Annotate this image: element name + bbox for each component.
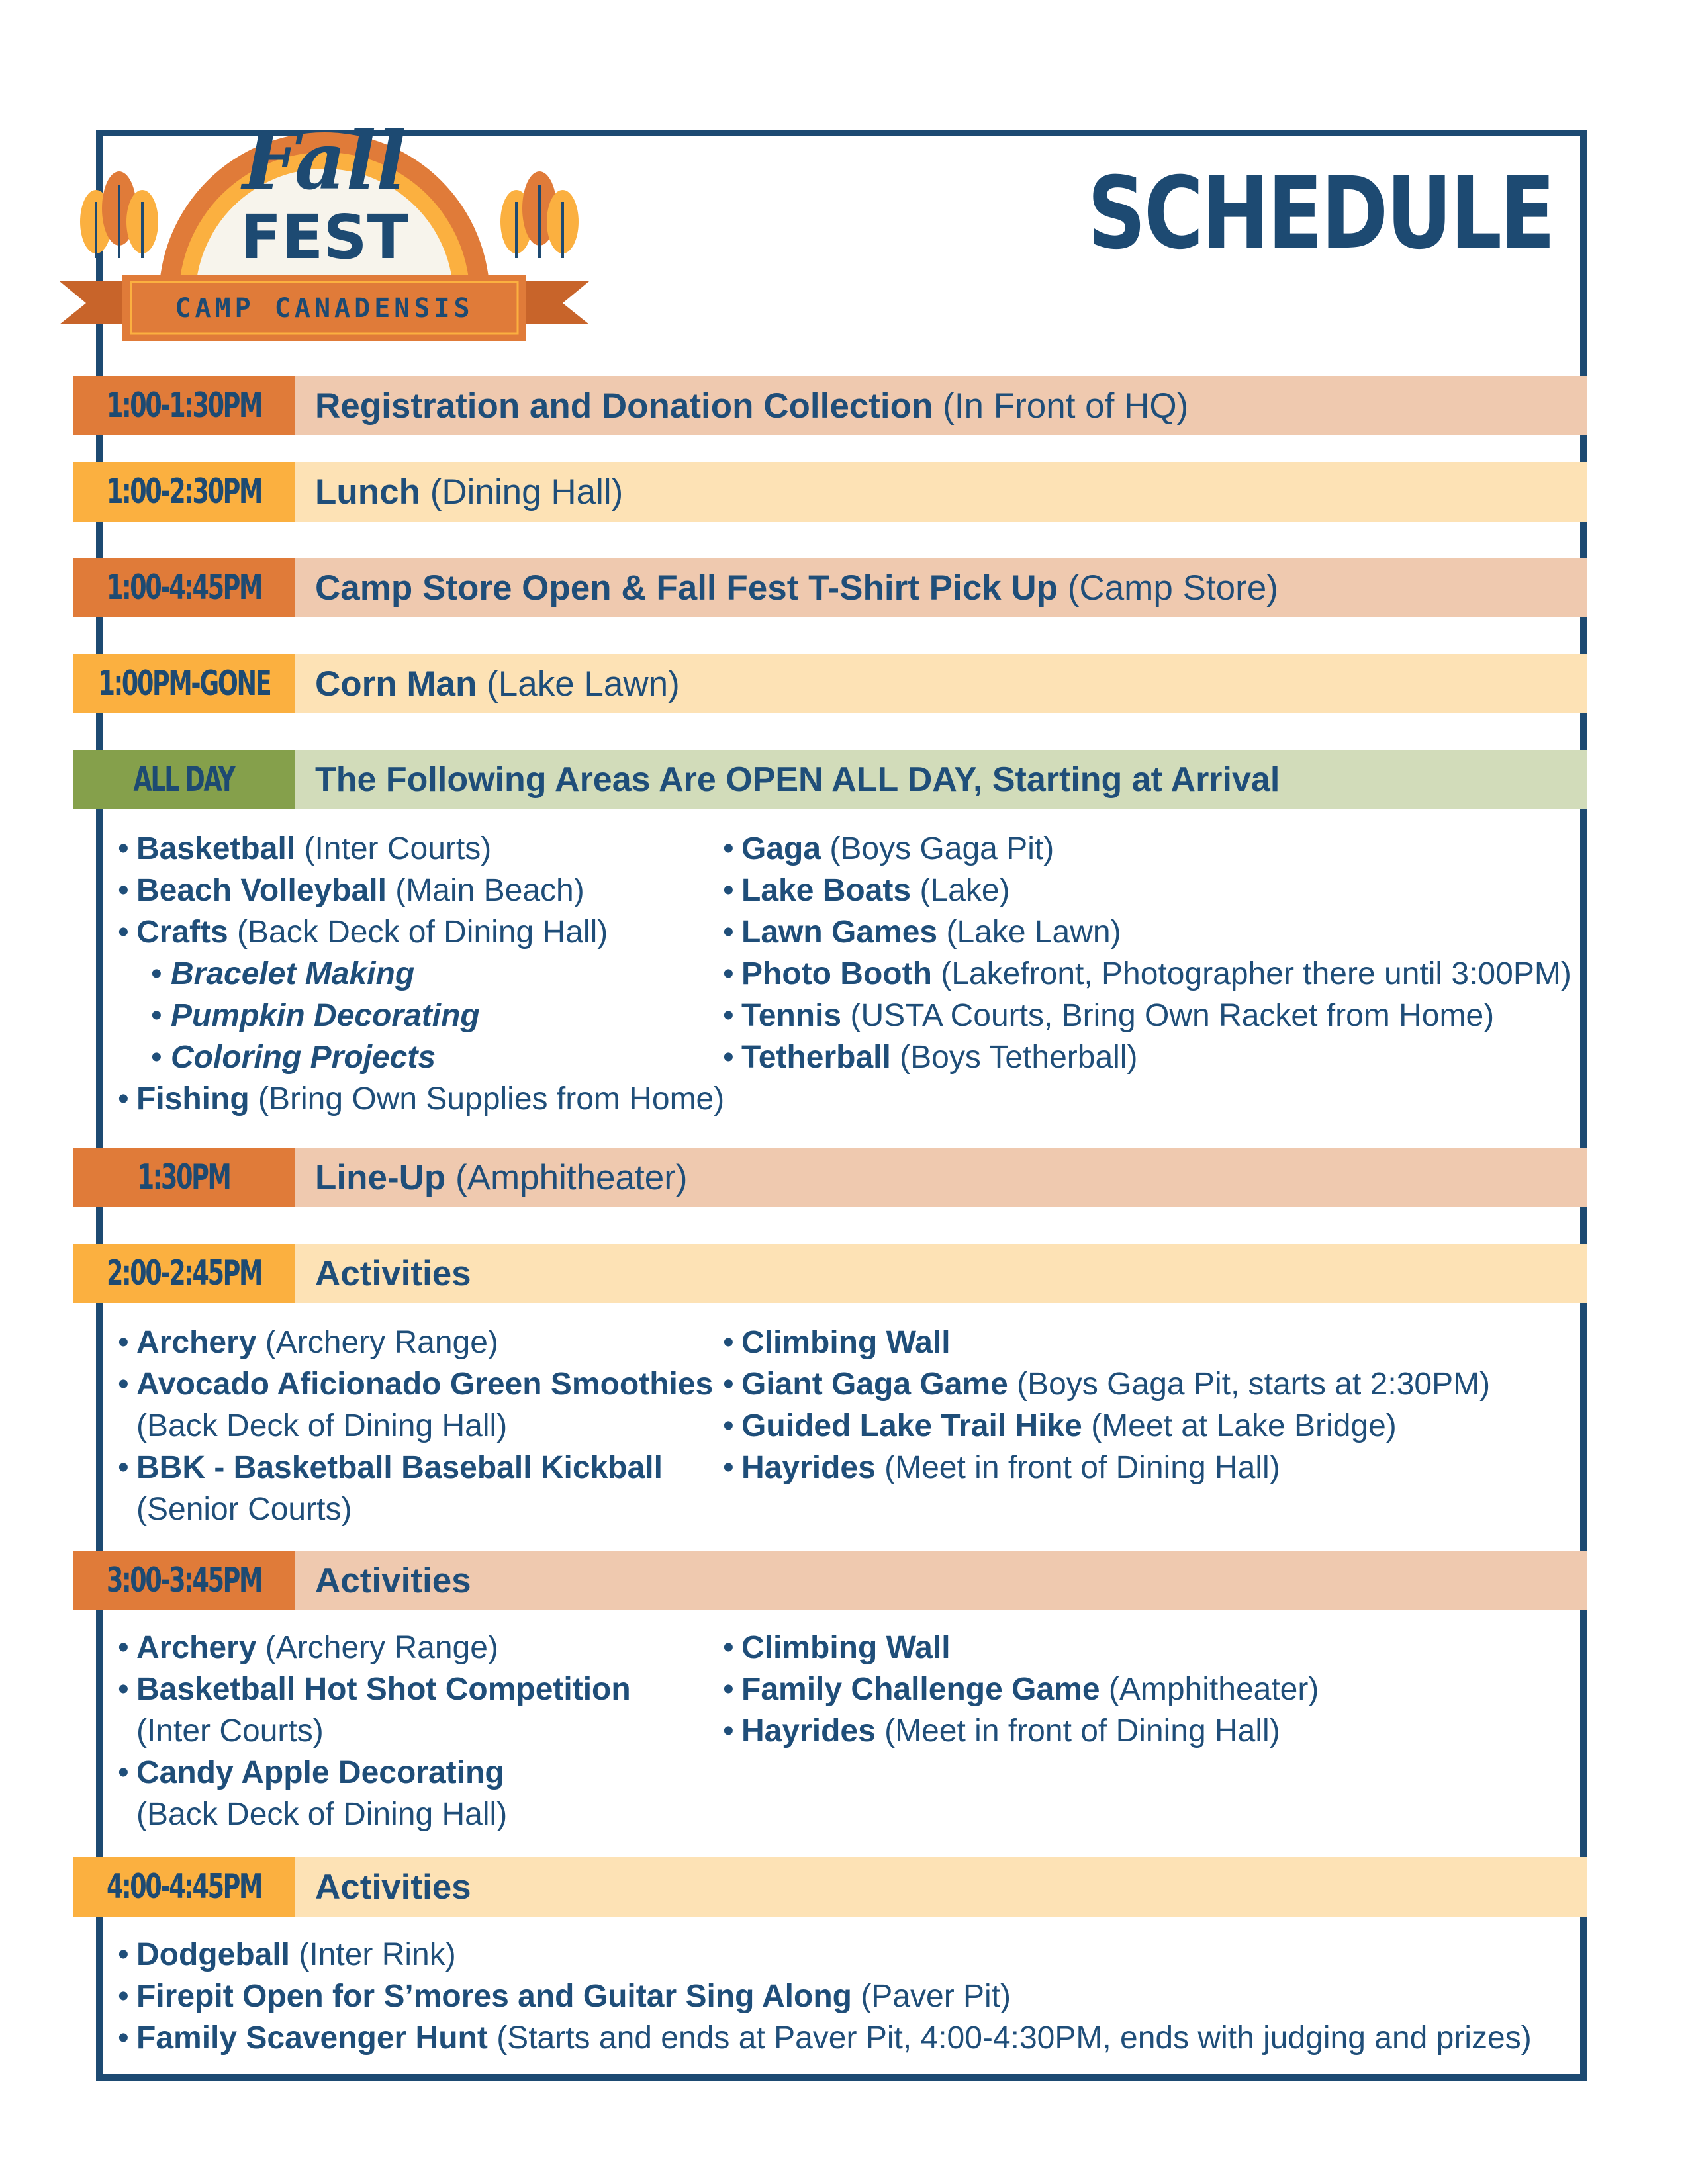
schedule-row <box>73 750 1587 809</box>
event-title: Camp Store Open & Fall Fest T-Shirt Pick Up <box>315 568 1058 608</box>
schedule-row <box>73 1148 1587 1207</box>
list-item: • Basketball Hot Shot Competition <box>118 1668 631 1710</box>
event-title: Activities <box>315 1253 471 1293</box>
list-item: • Archery (Archery Range) <box>118 1322 713 1363</box>
list-subitem: • Coloring Projects <box>118 1036 724 1078</box>
list-item: • Hayrides (Meet in front of Dining Hall) <box>723 1710 1319 1752</box>
schedule-row <box>73 462 1587 522</box>
event-title: The Following Areas Are OPEN ALL DAY, Starting at Arrival <box>315 760 1280 799</box>
event-location: (Amphitheater) <box>455 1158 688 1197</box>
schedule-row <box>73 558 1587 617</box>
logo-banner-text: CAMP CANADENSIS <box>175 293 474 324</box>
list-item: • Lake Boats (Lake) <box>723 870 1571 911</box>
event-band <box>295 558 1587 617</box>
event-location: (In Front of HQ) <box>943 386 1189 426</box>
event-band <box>295 654 1587 713</box>
event-location: (Dining Hall) <box>430 472 624 512</box>
event-band <box>295 1857 1587 1917</box>
list-item: • Fishing (Bring Own Supplies from Home) <box>118 1078 724 1120</box>
schedule-row <box>73 1551 1587 1610</box>
list-subitem: • Pumpkin Decorating <box>118 995 724 1036</box>
event-title: Line-Up <box>315 1158 446 1197</box>
schedule-row <box>73 1244 1587 1303</box>
list-item: • Crafts (Back Deck of Dining Hall) <box>118 911 724 953</box>
time-label: 2:00-2:45PM <box>73 1244 295 1303</box>
all-day-list-right <box>723 828 1571 1078</box>
list-item: • Tetherball (Boys Tetherball) <box>723 1036 1571 1078</box>
tree-icon-left <box>80 171 158 258</box>
schedule-row <box>73 1857 1587 1917</box>
event-title: Corn Man <box>315 664 477 704</box>
activities-3pm-right <box>723 1627 1319 1752</box>
time-label: 3:00-3:45PM <box>73 1551 295 1610</box>
time-label: 1:00-4:45PM <box>73 558 295 617</box>
event-location: (Camp Store) <box>1067 568 1278 608</box>
event-band <box>295 1244 1587 1303</box>
logo-title-fest: FEST <box>240 202 409 273</box>
list-item: • Photo Booth (Lakefront, Photographer there until 3:00PM) <box>723 953 1571 995</box>
event-title: Registration and Donation Collection <box>315 386 933 426</box>
time-label: 1:00-2:30PM <box>73 462 295 522</box>
event-band <box>295 1551 1587 1610</box>
list-item: • Gaga (Boys Gaga Pit) <box>723 828 1571 870</box>
list-item: • Giant Gaga Game (Boys Gaga Pit, starts at 2:30PM) <box>723 1363 1490 1405</box>
list-item-detail: (Inter Courts) <box>136 1713 324 1749</box>
time-label: 1:30PM <box>73 1148 295 1207</box>
list-item: • Lawn Games (Lake Lawn) <box>723 911 1571 953</box>
event-location: (Lake Lawn) <box>487 664 680 704</box>
list-item: • Family Scavenger Hunt (Starts and ends at Paver Pit, 4:00-4:30PM, ends with judging and prizes) <box>118 2017 1532 2059</box>
list-item-detail: (Back Deck of Dining Hall) <box>136 1797 508 1832</box>
list-item: • Archery (Archery Range) <box>118 1627 631 1668</box>
list-item: • Hayrides (Meet in front of Dining Hall) <box>723 1447 1490 1488</box>
event-title: Activities <box>315 1867 471 1907</box>
fall-fest-logo <box>60 60 589 351</box>
event-title: Lunch <box>315 472 420 512</box>
event-band <box>295 1148 1587 1207</box>
page-title: SCHEDULE <box>1087 156 1553 271</box>
list-item: • Climbing Wall <box>723 1627 1319 1668</box>
list-item: • Guided Lake Trail Hike (Meet at Lake Bridge) <box>723 1405 1490 1447</box>
schedule-row <box>73 654 1587 713</box>
schedule-row <box>73 376 1587 435</box>
activities-3pm-left <box>118 1627 631 1835</box>
logo-title-fall: Fall <box>242 114 406 208</box>
list-item: • Tennis (USTA Courts, Bring Own Racket from Home) <box>723 995 1571 1036</box>
list-item: • Climbing Wall <box>723 1322 1490 1363</box>
tree-icon-right <box>500 171 579 258</box>
list-subitem: • Bracelet Making <box>118 953 724 995</box>
list-item: • Basketball (Inter Courts) <box>118 828 724 870</box>
list-item: • Firepit Open for S’mores and Guitar Sing Along (Paver Pit) <box>118 1976 1532 2017</box>
activities-2pm-left <box>118 1322 713 1530</box>
event-title: Activities <box>315 1561 471 1600</box>
event-band <box>295 376 1587 435</box>
list-item: • BBK - Basketball Baseball Kickball <box>118 1447 713 1488</box>
list-item-detail: (Back Deck of Dining Hall) <box>136 1408 508 1443</box>
list-item: • Dodgeball (Inter Rink) <box>118 1934 1532 1976</box>
event-band <box>295 750 1587 809</box>
activities-4pm-list <box>118 1934 1532 2059</box>
event-band <box>295 462 1587 522</box>
all-day-list-left <box>118 828 724 1120</box>
time-label: 1:00-1:30PM <box>73 376 295 435</box>
list-item-detail: (Senior Courts) <box>136 1492 352 1527</box>
time-label: 4:00-4:45PM <box>73 1857 295 1917</box>
activities-2pm-right <box>723 1322 1490 1488</box>
time-label: ALL DAY <box>73 750 295 809</box>
list-item: • Candy Apple Decorating <box>118 1752 631 1794</box>
list-item: • Avocado Aficionado Green Smoothies <box>118 1363 713 1405</box>
time-label: 1:00PM-GONE <box>73 654 295 713</box>
list-item: • Family Challenge Game (Amphitheater) <box>723 1668 1319 1710</box>
list-item: • Beach Volleyball (Main Beach) <box>118 870 724 911</box>
